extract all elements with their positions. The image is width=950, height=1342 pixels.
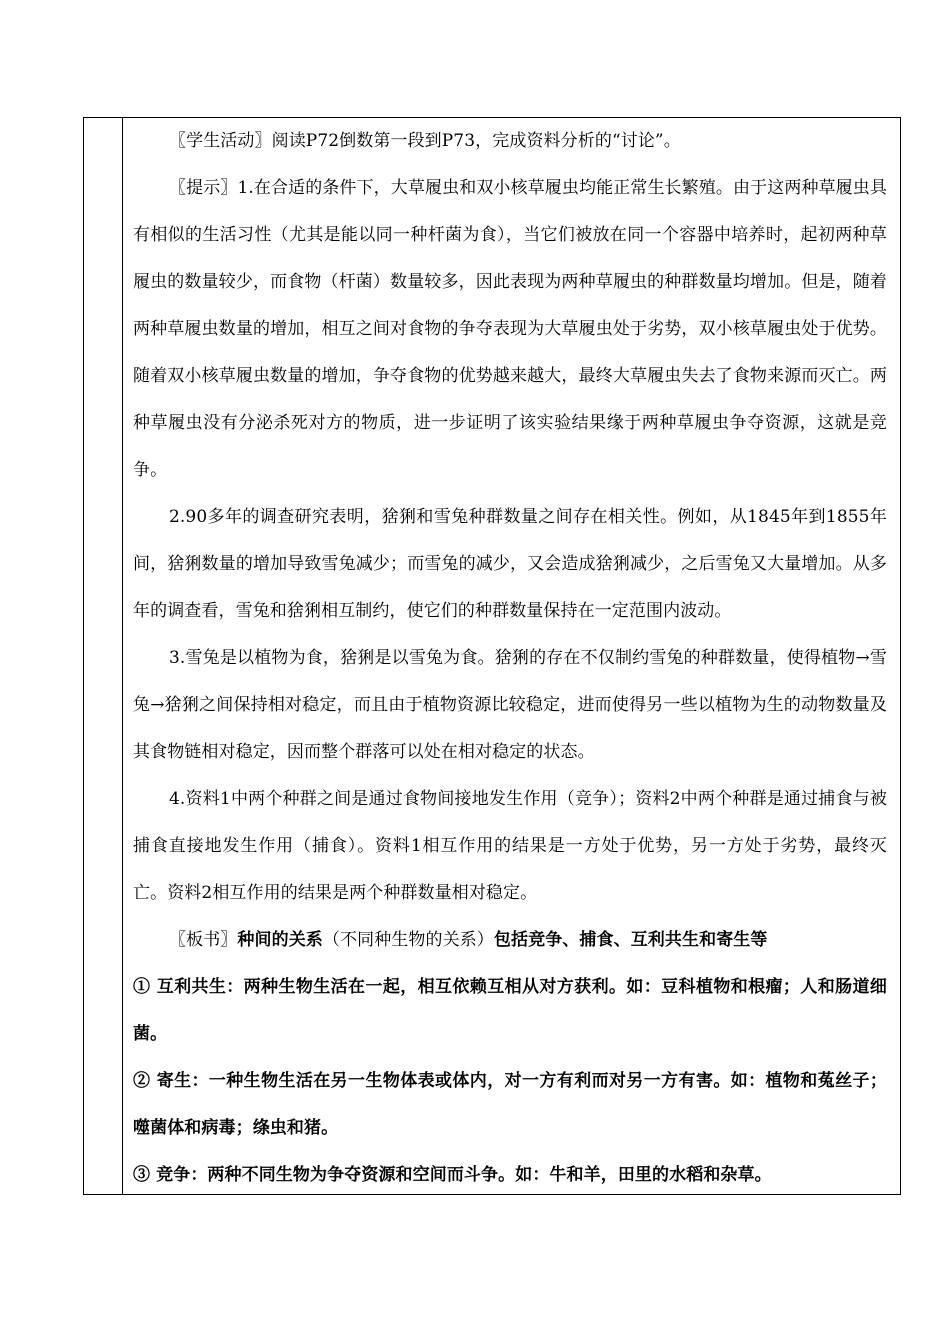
lesson-table <box>83 117 901 1195</box>
board-heading: 种间的关系 <box>237 930 323 950</box>
board-item-competition: ③ 竞争：两种不同生物为争夺资源和空间而斗争。如：牛和羊，田里的水稻和杂草。 <box>133 1165 772 1185</box>
student-activity: 〖学生活动〗阅读P72倒数第一段到P73，完成资料分析的“讨论”。 <box>169 131 681 151</box>
board-note: （不同种生物的关系） <box>322 930 494 950</box>
lesson-content <box>133 118 887 1199</box>
hint-paragraph-1: 〖提示〗1.在合适的条件下，大草履虫和双小核草履虫均能正常生长繁殖。由于这两种草履虫具有相似的生活习性（尤其是能以同一种杆菌为食），当它们被放在同一个容器中培养时，起初两种草履虫的数量较少，而食物（杆菌）数量较多，因此表现为两种草履虫的种群数量均增加。但是，随着两种草履虫数量的增加，相互之间对食物的争夺表现为大草履虫处于劣势，双小核草履虫处于优势。随着双小核草履虫数量的增加，争夺食物的优势越来越大，最终大草履虫失去了食物来源而灭亡。两种草履虫没有分泌杀死对方的物质，进一步证明了该实验结果缘于两种草履虫争夺资源，这就是竞争。 <box>133 178 887 480</box>
hint-paragraph-4: 4.资料1中两个种群之间是通过食物间接地发生作用（竞争）；资料2中两个种群是通过捕食与被捕食直接地发生作用（捕食）。资料1相互作用的结果是一方处于优势，另一方处于劣势，最终灭亡。资料2相互作用的结果是两个种群数量相对稳定。 <box>133 789 887 903</box>
hint-paragraph-3: 3.雪兔是以植物为食，猞猁是以雪兔为食。猞猁的存在不仅制约雪兔的种群数量，使得植物→雪兔→猞猁之间保持相对稳定，而且由于植物资源比较稳定，进而使得另一些以植物为生的动物数量及其食物链相对稳定，因而整个群落可以处在相对稳定的状态。 <box>133 648 887 762</box>
board-tag: 〖板书〗 <box>169 930 238 950</box>
board-summary: 包括竞争、捕食、互利共生和寄生等 <box>493 930 768 950</box>
board-item-mutualism: ① 互利共生：两种生物生活在一起，相互依赖互相从对方获利。如：豆科植物和根瘤；人和肠道细菌。 <box>133 977 887 1044</box>
board-item-parasitism: ② 寄生：一种生物生活在另一生物体表或体内，对一方有利而对另一方有害。如：植物和菟丝子；噬菌体和病毒；绦虫和猪。 <box>133 1071 887 1138</box>
column-divider <box>122 118 123 1194</box>
hint-paragraph-2: 2.90多年的调查研究表明，猞猁和雪兔种群数量之间存在相关性。例如，从1845年到1855年间，猞猁数量的增加导致雪兔减少；而雪兔的减少，又会造成猞猁减少，之后雪兔又大量增加。从多年的调查看，雪兔和猞猁相互制约，使它们的种群数量保持在一定范围内波动。 <box>133 507 887 621</box>
board-heading-line <box>133 917 887 964</box>
